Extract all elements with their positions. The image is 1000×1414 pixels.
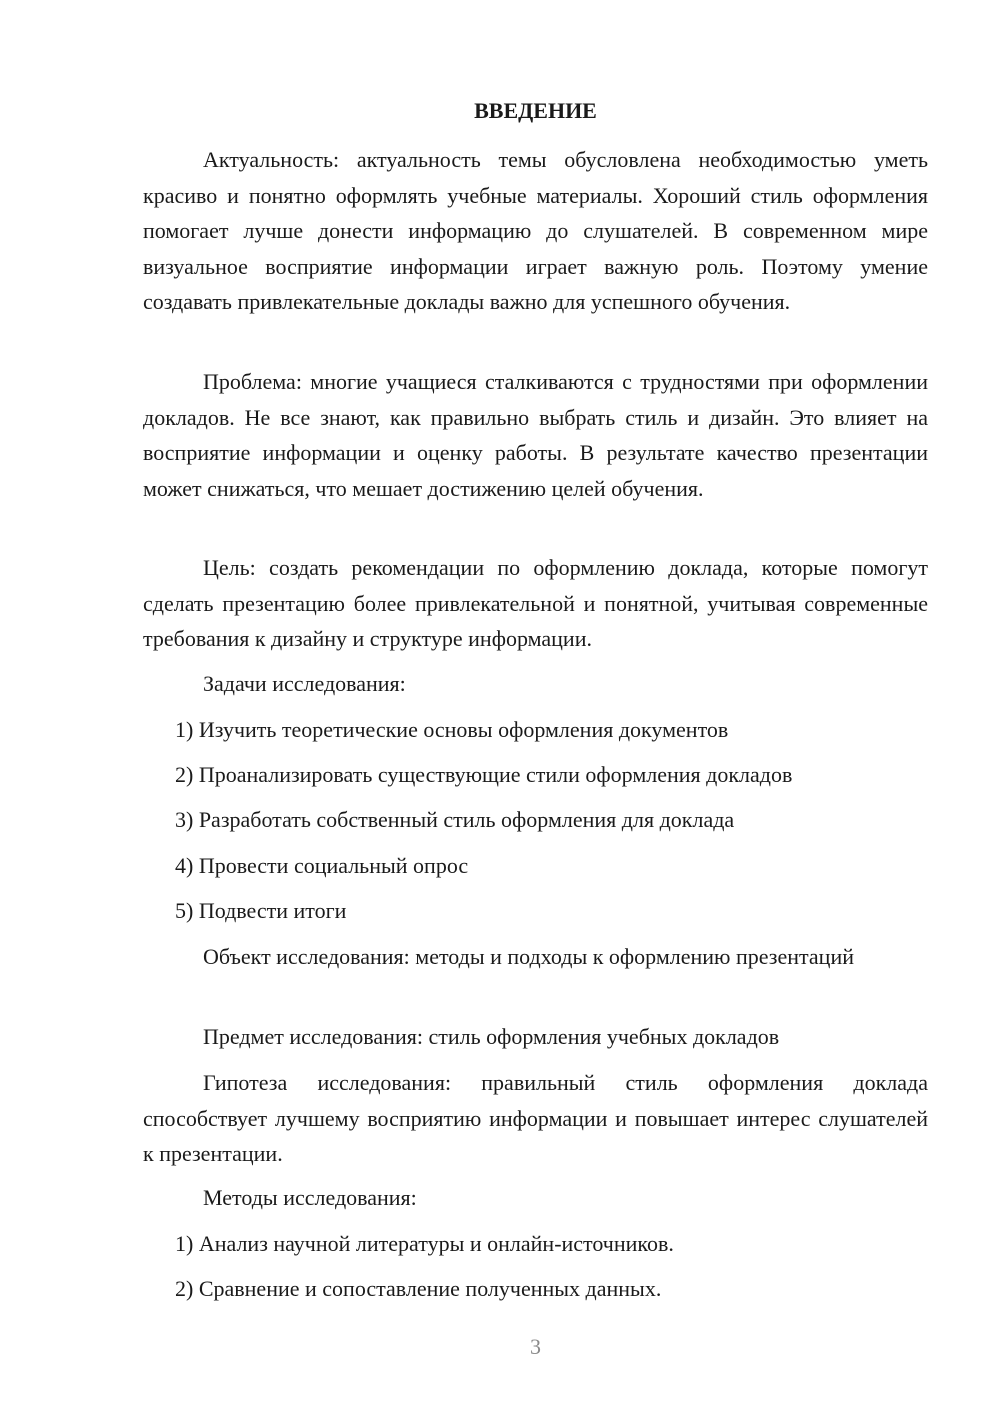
methods-label: Методы исследования: <box>203 1185 417 1210</box>
page-number: 3 <box>530 1334 541 1359</box>
tasks-label: Задачи исследования: <box>203 671 406 696</box>
subject-paragraph: Предмет исследования: стиль оформления учебных докладов <box>203 1024 780 1049</box>
task-item: 5) Подвести итоги <box>175 898 347 923</box>
task-item: 1) Изучить теоретические основы оформления документов <box>175 717 729 742</box>
problem-paragraph: Проблема: многие учащиеся сталкиваются с трудностями при оформлении докладов. Не все знают, как правильно выбрать стиль и дизайн. Это влияет на восприятие информации и оценку работы. В результате качество презентации может снижаться, что мешает достижению целей обучения. <box>143 369 928 501</box>
object-paragraph: Объект исследования: методы и подходы к оформлению презентаций <box>203 944 854 969</box>
task-item: 3) Разработать собственный стиль оформления для доклада <box>175 807 735 832</box>
goal-paragraph: Цель: создать рекомендации по оформлению доклада, которые помогут сделать презентацию более привлекательной и понятной, учитывая современные требования к дизайну и структуре информации. <box>143 555 928 651</box>
method-item: 1) Анализ научной литературы и онлайн-источников. <box>175 1231 674 1256</box>
hypothesis-paragraph: Гипотеза исследования: правильный стиль оформления доклада способствует лучшему восприятию информации и повышает интерес слушателей к презентации. <box>143 1070 928 1166</box>
document-page <box>143 0 928 1414</box>
page-title: ВВЕДЕНИЕ <box>474 98 597 123</box>
method-item: 2) Сравнение и сопоставление полученных данных. <box>175 1276 662 1301</box>
task-item: 4) Провести социальный опрос <box>175 853 469 878</box>
relevance-paragraph: Актуальность: актуальность темы обусловлена необходимостью уметь красиво и понятно оформлять учебные материалы. Хороший стиль оформления помогает лучше донести информацию до слушателей. В современном мире визуальное восприятие информации играет важную роль. Поэтому умение создавать привлекательные доклады важно для успешного обучения. <box>143 147 928 314</box>
task-item: 2) Проанализировать существующие стили оформления докладов <box>175 762 793 787</box>
